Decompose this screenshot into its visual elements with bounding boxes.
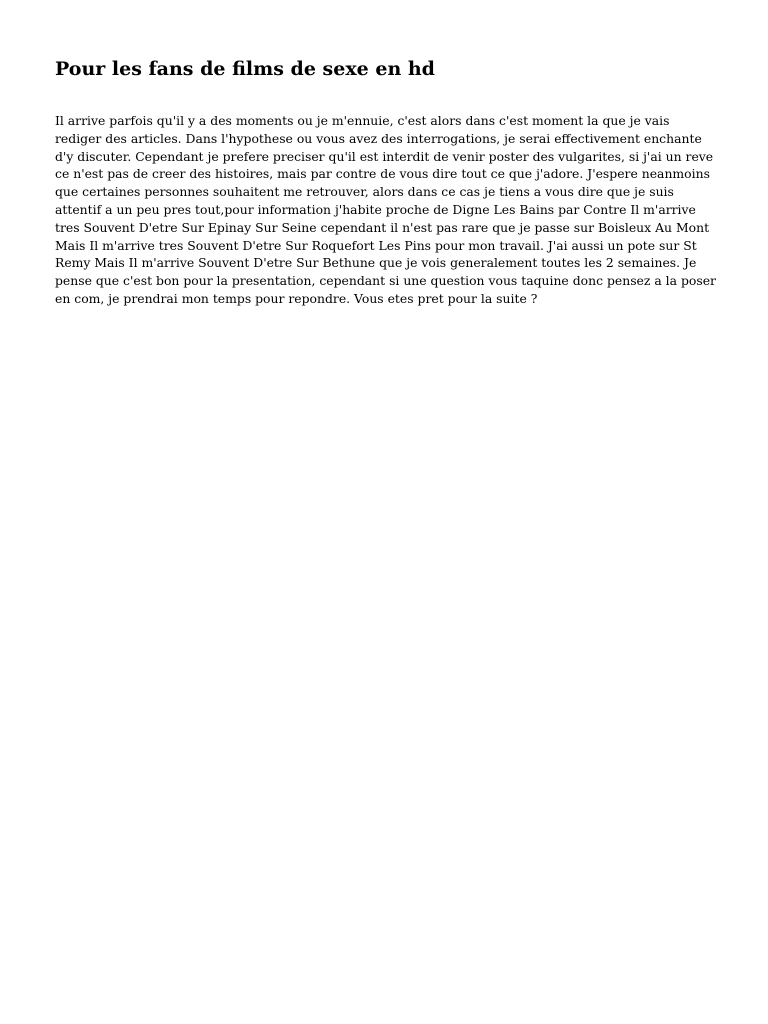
document-page (55, 0, 719, 308)
document-title: Pour les fans de films de sexe en hd (55, 58, 435, 80)
document-body-paragraph: Il arrive parfois qu'il y a des moments ou je m'ennuie, c'est alors dans c'est moment la que je vais rediger des articles. Dans l'hypothese ou vous avez des interrogations, je serai effectivement enchante d'y discuter. Cependant je prefere preciser qu'il est interdit de venir poster des vulgarites, si j'ai un reve ce n'est pas de creer des histoires, mais par contre de vous dire tout ce que j'adore. J'espere neanmoins que certaines personnes souhaitent me retrouver, alors dans ce cas je tiens a vous dire que je suis attentif a un peu pres tout,pour information j'habite proche de Digne Les Bains par Contre Il m'arrive tres Souvent D'etre Sur Epinay Sur Seine cependant il n'est pas rare que je passe sur Boisleux Au Mont Mais Il m'arrive tres Souvent D'etre Sur Roquefort Les Pins pour mon travail. J'ai aussi un pote sur St Remy Mais Il m'arrive Souvent D'etre Sur Bethune que je vois generalement toutes les 2 semaines. Je pense que c'est bon pour la presentation, cependant si une question vous taquine donc pensez a la poser en com, je prendrai mon temps pour repondre. Vous etes pret pour la suite ? (55, 113, 716, 306)
